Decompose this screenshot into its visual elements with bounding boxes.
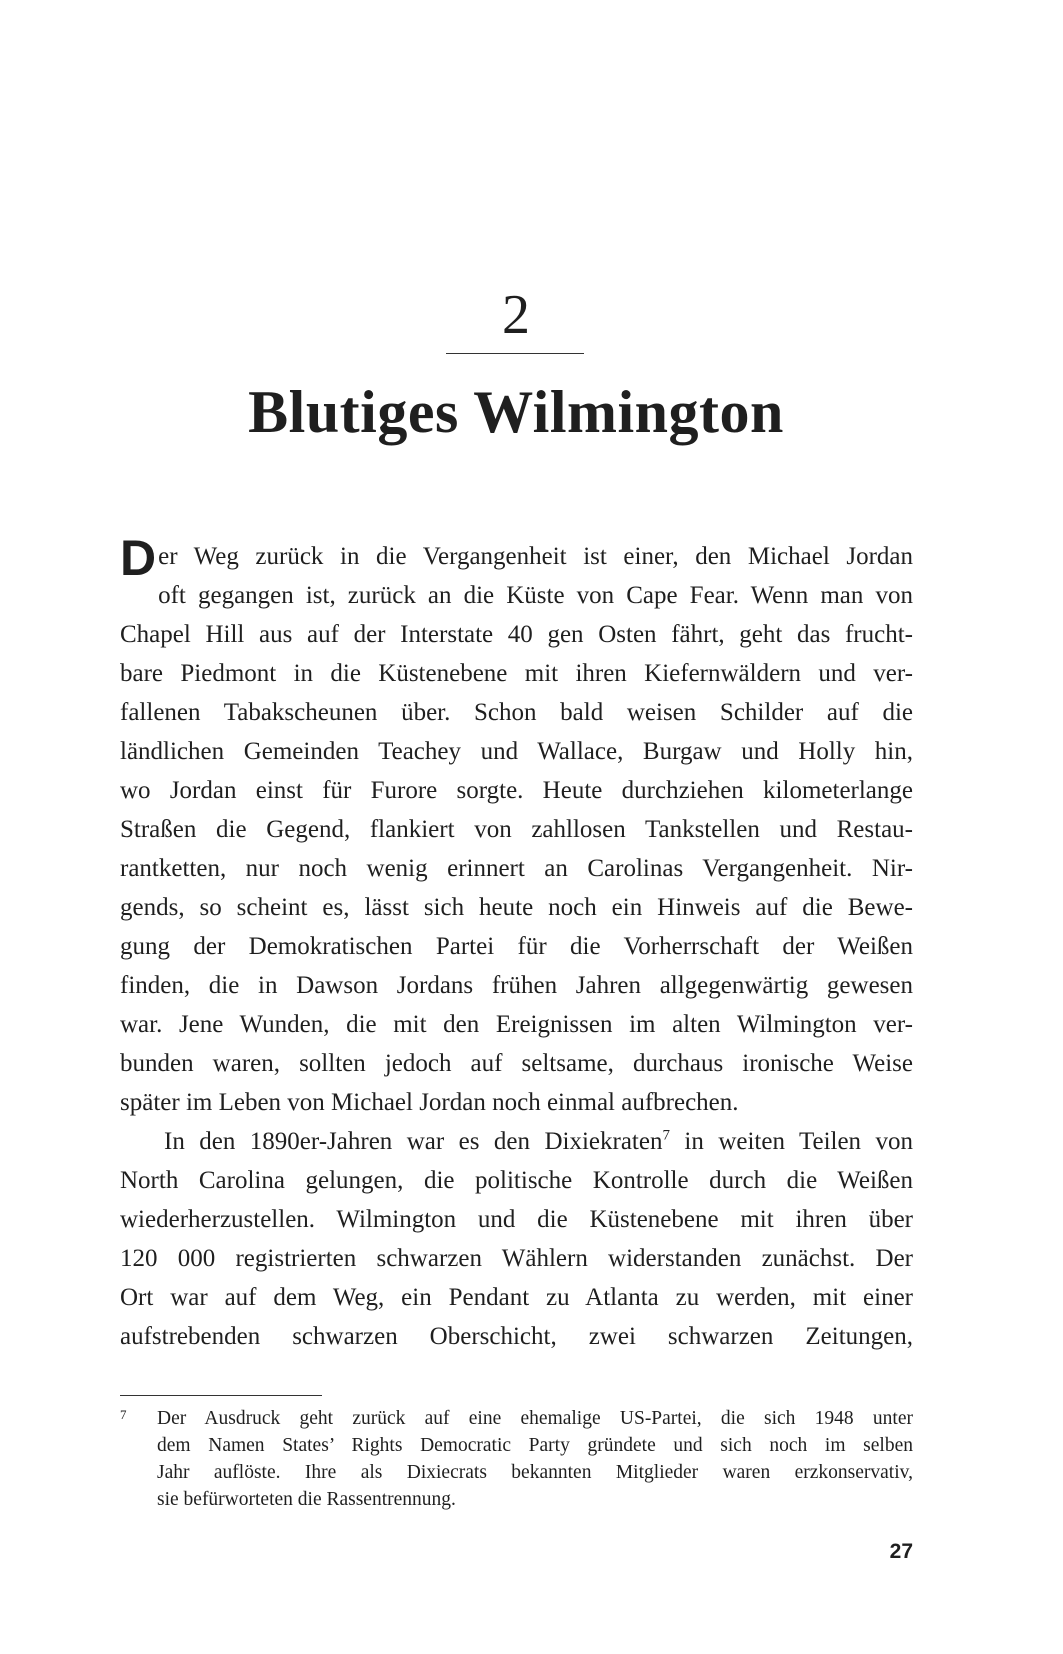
text-line: Straßen die Gegend, flankiert von zahllosen Tankstellen und Restau- — [120, 816, 913, 843]
text-line: später im Leben von Michael Jordan noch einmal aufbrechen. — [120, 1089, 739, 1116]
text-line: North Carolina gelungen, die politische Kontrolle durch die Weißen — [120, 1167, 913, 1194]
page-number: 27 — [889, 1540, 913, 1563]
text-line: oft gegangen ist, zurück an die Küste von Cape Fear. Wenn man von — [158, 582, 913, 609]
footnote-line: Jahr auflöste. Ihre als Dixiecrats bekannten Mitglieder waren erzkonservativ, — [157, 1462, 913, 1483]
text-line: er Weg zurück in die Vergangenheit ist einer, den Michael Jordan — [158, 543, 913, 570]
footnote-text — [157, 1405, 913, 1513]
text-line: Ort war auf dem Weg, ein Pendant zu Atlanta zu werden, mit einer — [120, 1284, 913, 1311]
body-text — [120, 530, 913, 1356]
footnote-marker: 7 — [120, 1407, 127, 1422]
footnote-line: Der Ausdruck geht zurück auf eine ehemalige US-Partei, die sich 1948 unter — [157, 1408, 913, 1429]
text-line — [120, 1122, 913, 1161]
paragraph-1 — [120, 530, 913, 1122]
text-segment: In den 1890er-Jahren war es den Dixiekraten — [164, 1128, 663, 1155]
footnote — [120, 1405, 913, 1513]
text-line: war. Jene Wunden, die mit den Ereignissen im alten Wilmington ver- — [120, 1011, 913, 1038]
footnote-line: sie befürworteten die Rassentrennung. — [157, 1489, 456, 1510]
text-line: rantketten, nur noch wenig erinnert an Carolinas Vergangenheit. Nir- — [120, 855, 913, 882]
text-line: ländlichen Gemeinden Teachey und Wallace, Burgaw und Holly hin, — [120, 738, 913, 765]
text-line: finden, die in Dawson Jordans frühen Jahren allgegenwärtig gewesen — [120, 972, 913, 999]
text-line: wiederherzustellen. Wilmington und die Küstenebene mit ihren über — [120, 1206, 913, 1233]
chapter-title: Blutiges Wilmington — [248, 379, 784, 445]
chapter-divider — [446, 353, 584, 354]
text-segment: in weiten Teilen von — [669, 1128, 913, 1155]
footnote-line: dem Namen States’ Rights Democratic Party gründete und sich noch im selben — [157, 1435, 913, 1456]
text-line: fallenen Tabakscheunen über. Schon bald weisen Schilder auf die — [120, 699, 913, 726]
footnote-divider — [120, 1395, 322, 1396]
text-line: bare Piedmont in die Küstenebene mit ihren Kiefernwäldern und ver- — [120, 660, 913, 687]
text-line: 120 000 registrierten schwarzen Wählern widerstanden zunächst. Der — [120, 1245, 913, 1272]
text-line: wo Jordan einst für Furore sorgte. Heute durchziehen kilometerlange — [120, 777, 913, 804]
footnote-reference[interactable]: 7 — [662, 1127, 670, 1144]
text-line: Chapel Hill aus auf der Interstate 40 gen Osten fährt, geht das frucht- — [120, 621, 913, 648]
paragraph-2 — [120, 1122, 913, 1356]
text-line: gung der Demokratischen Partei für die Vorherrschaft der Weißen — [120, 933, 913, 960]
drop-cap: D — [120, 530, 157, 586]
text-line: bunden waren, sollten jedoch auf seltsame, durchaus ironische Weise — [120, 1050, 913, 1077]
chapter-number: 2 — [502, 284, 530, 346]
text-line: gends, so scheint es, lässt sich heute noch ein Hinweis auf die Bewe- — [120, 894, 913, 921]
text-line: aufstrebenden schwarzen Oberschicht, zwei schwarzen Zeitungen, — [120, 1323, 913, 1350]
